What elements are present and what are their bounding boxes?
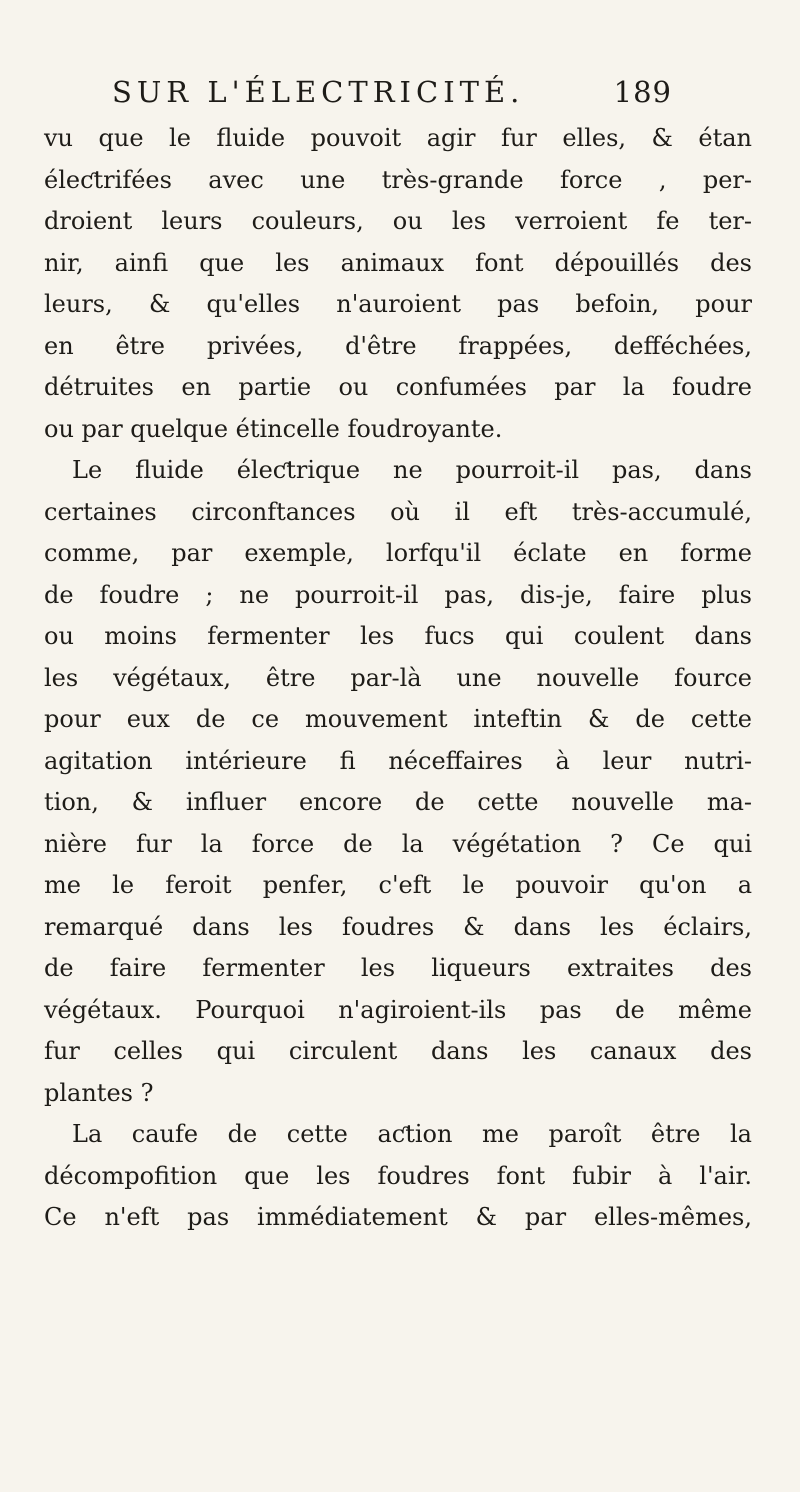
text-line: agitation intérieure fi néceffaires à leur nutri- (44, 746, 752, 775)
running-head (112, 70, 672, 114)
text-line: fur celles qui circulent dans les canaux des (44, 1037, 752, 1065)
text-line: pour eux de ce mouvement inteftin & de cette (44, 705, 752, 733)
text-line: vu que le fluide pouvoit agir fur elles, & étan (44, 124, 752, 152)
text-line: nière fur la force de la végétation ? Ce qui (44, 829, 752, 858)
paragraph-start-line: Le fluide éleƈtrique ne pourroit-il pas, dans (72, 456, 752, 484)
text-line: de foudre ; ne pourroit-il pas, dis-je, faire plus (44, 580, 752, 609)
text-line: me le feroit penfer, c'eft le pouvoir qu'on a (44, 871, 752, 899)
paragraph-end-line: ou par quelque étincelle foudroyante. (44, 414, 503, 443)
paragraph-end-line: plantes ? (44, 1078, 154, 1107)
running-head-title: SUR L'ÉLECTRICITÉ. (112, 75, 525, 109)
page-number: 189 (613, 75, 672, 109)
text-line: comme, par exemple, lorfqu'il éclate en forme (44, 539, 752, 567)
paragraph-start-line: La caufe de cette aƈtion me paroît être la (72, 1120, 752, 1148)
text-line: de faire fermenter les liqueurs extraites des (44, 954, 752, 982)
text-line: ou moins fermenter les fucs qui coulent dans (44, 622, 752, 650)
text-line: remarqué dans les foudres & dans les éclairs, (44, 912, 752, 941)
text-line: décompofition que les foudres font fubir à l'air. (44, 1161, 752, 1190)
text-line: certaines circonftances où il eft très-accumulé, (44, 497, 752, 526)
text-line: en être privées, d'être frappées, defféchées, (44, 331, 752, 360)
text-line: droient leurs couleurs, ou les verroient fe ter- (44, 207, 752, 235)
text-line: détruites en partie ou confumées par la foudre (44, 373, 752, 401)
text-line: éleƈtrifées avec une très-grande force , per- (44, 165, 752, 194)
body-text (44, 118, 752, 1239)
text-line: nir, ainfi que les animaux font dépouillés des (44, 248, 752, 277)
text-line: végétaux. Pourquoi n'agiroient-ils pas de même (44, 995, 752, 1024)
text-line: tion, & influer encore de cette nouvelle ma- (44, 788, 752, 816)
text-line: Ce n'eft pas immédiatement & par elles-mêmes, (44, 1203, 752, 1231)
text-line: leurs, & qu'elles n'auroient pas befoin, pour (44, 290, 752, 318)
text-line: les végétaux, être par-là une nouvelle fource (44, 663, 752, 692)
